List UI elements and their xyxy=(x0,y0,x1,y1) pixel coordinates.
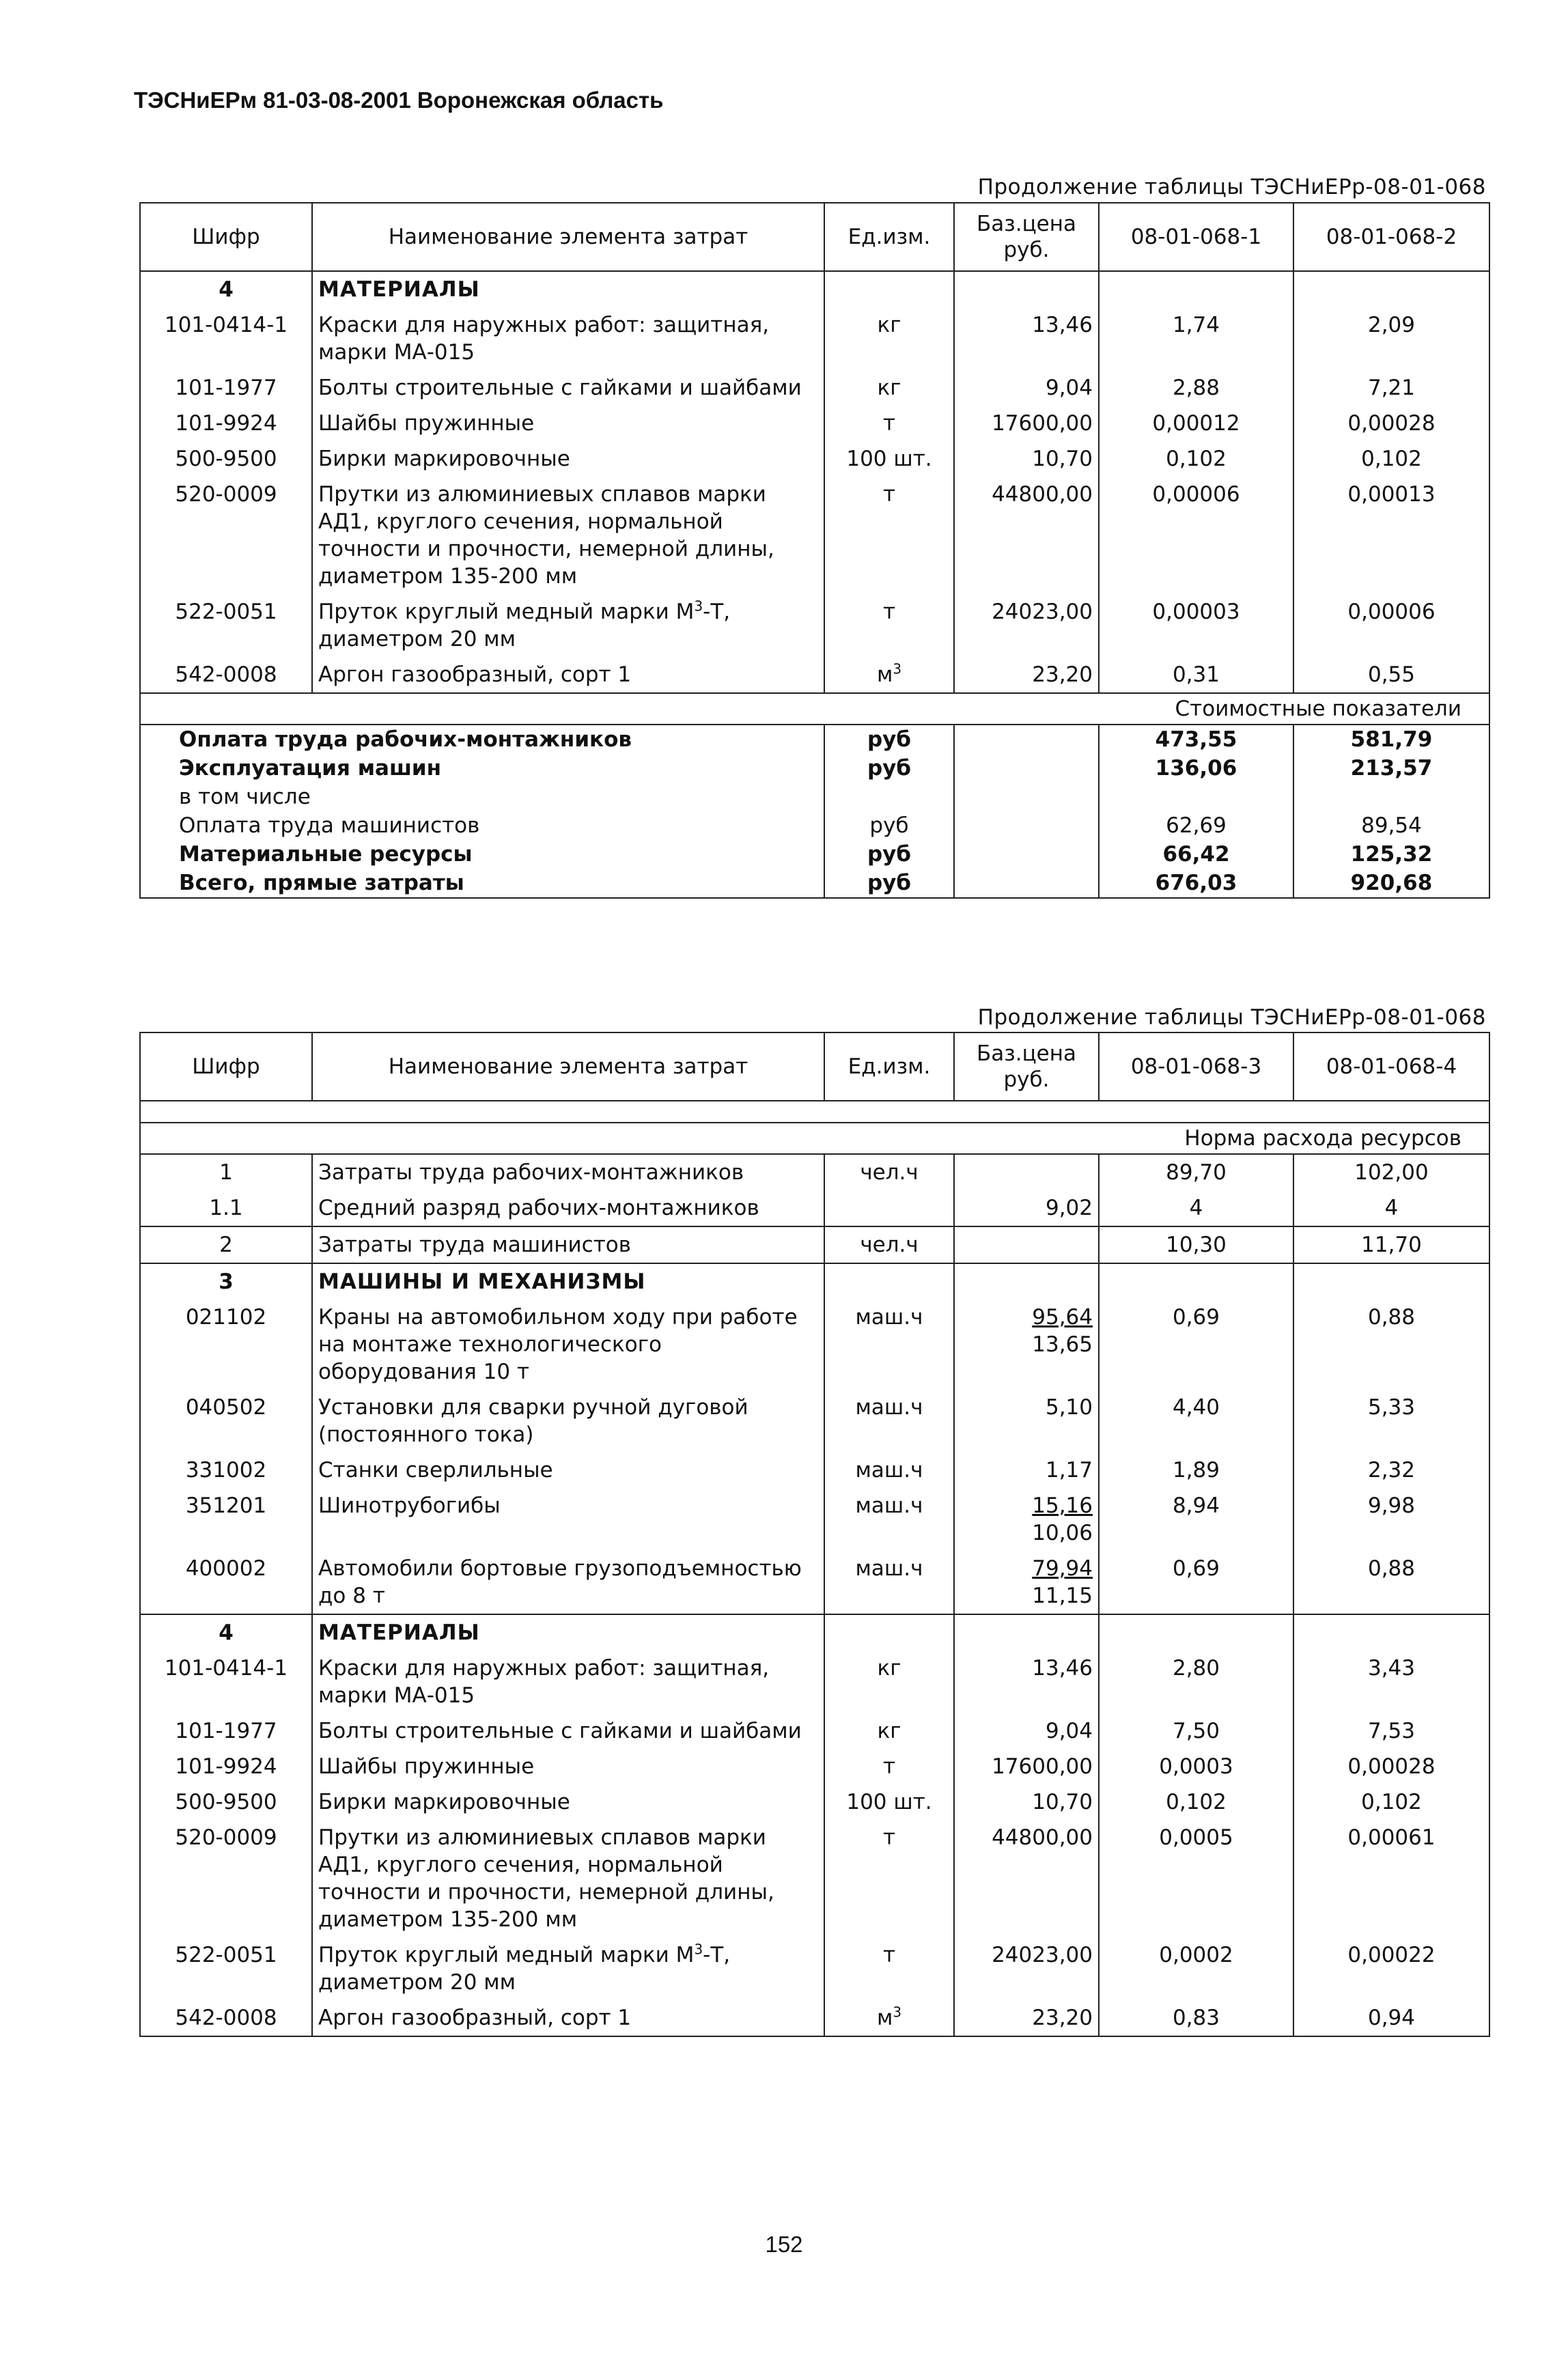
cell-price: 5,10 xyxy=(954,1390,1099,1452)
cell-code: 101-1977 xyxy=(140,370,312,406)
cell-value: 0,69 xyxy=(1099,1300,1293,1390)
cell-unit: 100 шт. xyxy=(824,441,954,477)
summary-label: Всего, прямые затраты xyxy=(140,869,824,898)
cell-unit: чел.ч xyxy=(824,1226,954,1263)
cell-value: 0,00061 xyxy=(1293,1820,1489,1937)
col-header-v2: 08-01-068-2 xyxy=(1293,203,1489,271)
cell-price: 23,20 xyxy=(954,2000,1099,2036)
cell-value: 0,00012 xyxy=(1099,406,1293,441)
summary-row xyxy=(140,840,1489,869)
cell-value: 0,102 xyxy=(1293,441,1489,477)
page-number: 152 xyxy=(765,2232,803,2257)
cell-price: 9,04 xyxy=(954,1713,1099,1749)
table-row xyxy=(140,1300,1489,1390)
cell-unit xyxy=(824,2000,954,2036)
cell-value: 4 xyxy=(1099,1190,1293,1226)
cell-value: 0,83 xyxy=(1099,2000,1293,2036)
summary-row xyxy=(140,754,1489,783)
cell-value: 0,69 xyxy=(1099,1551,1293,1614)
cell-value: 7,21 xyxy=(1293,370,1489,406)
summary-unit: руб xyxy=(824,840,954,869)
cell-unit: т xyxy=(824,1749,954,1784)
spacer-row xyxy=(140,1101,1489,1123)
cell-value: 0,102 xyxy=(1293,1784,1489,1820)
cell-code: 101-9924 xyxy=(140,406,312,441)
cell-price: 17600,00 xyxy=(954,1749,1099,1784)
cell-value: 0,0005 xyxy=(1099,1820,1293,1937)
table2-header-row xyxy=(140,1032,1489,1101)
col-header-price: Баз.цена руб. xyxy=(954,1032,1099,1101)
summary-unit: руб xyxy=(824,754,954,783)
band-row xyxy=(140,1123,1489,1154)
cell-unit: маш.ч xyxy=(824,1452,954,1488)
cell-value: 1,89 xyxy=(1099,1452,1293,1488)
cell-name: Затраты труда рабочих-монтажников xyxy=(312,1154,824,1190)
table-row xyxy=(140,2000,1489,2036)
col-header-name: Наименование элемента затрат xyxy=(312,203,824,271)
cell-value: 0,00013 xyxy=(1293,477,1489,594)
col-header-v1: 08-01-068-1 xyxy=(1099,203,1293,271)
cell-value: 0,00006 xyxy=(1099,477,1293,594)
cell-price: 44800,00 xyxy=(954,477,1099,594)
cell-value: 7,53 xyxy=(1293,1713,1489,1749)
cell-price: 17600,00 xyxy=(954,406,1099,441)
cell-name: Шайбы пружинные xyxy=(312,406,824,441)
name-part: -Т, диаметром 20 мм xyxy=(318,1943,731,1995)
cell-value: 10,30 xyxy=(1099,1226,1293,1263)
summary-label: Оплата труда машинистов xyxy=(140,811,824,840)
cell-value: 3,43 xyxy=(1293,1650,1489,1713)
summary-value: 125,32 xyxy=(1293,840,1489,869)
table-row xyxy=(140,370,1489,406)
cell-code: 101-9924 xyxy=(140,1749,312,1784)
table-row xyxy=(140,1226,1489,1263)
cell-name xyxy=(312,594,824,657)
table1-continuation-caption: Продолжение таблицы ТЭСНиЕРр-08-01-068 xyxy=(977,175,1486,199)
table2-continuation-caption: Продолжение таблицы ТЭСНиЕРр-08-01-068 xyxy=(977,1005,1486,1030)
summary-row xyxy=(140,783,1489,811)
table-row xyxy=(140,1190,1489,1226)
cell-price: 10,70 xyxy=(954,441,1099,477)
cell-name: Прутки из алюминиевых сплавов марки АД1, круглого сечения, нормальной точности и прочности, немерной длины, диаметром 135-200 мм xyxy=(312,477,824,594)
cell-unit: маш.ч xyxy=(824,1390,954,1452)
cell-value: 0,0003 xyxy=(1099,1749,1293,1784)
table-row xyxy=(140,1154,1489,1190)
table2 xyxy=(139,1032,1490,2037)
cell-code: 520-0009 xyxy=(140,1820,312,1937)
summary-unit: руб xyxy=(824,869,954,898)
summary-value: 676,03 xyxy=(1099,869,1293,898)
cell-name xyxy=(312,1937,824,2000)
cell-value: 7,50 xyxy=(1099,1713,1293,1749)
summary-label: Эксплуатация машин xyxy=(140,754,824,783)
col-header-name: Наименование элемента затрат xyxy=(312,1032,824,1101)
col-header-price: Баз.цена руб. xyxy=(954,203,1099,271)
table-row xyxy=(140,657,1489,693)
cell-price: 13,46 xyxy=(954,307,1099,370)
summary-value: 581,79 xyxy=(1293,725,1489,754)
summary-unit: руб xyxy=(824,725,954,754)
cell-name: Бирки маркировочные xyxy=(312,1784,824,1820)
cell-value: 9,98 xyxy=(1293,1488,1489,1551)
cell-value: 8,94 xyxy=(1099,1488,1293,1551)
name-part: -Т, диаметром 20 мм xyxy=(318,600,731,651)
price-secondary: 10,06 xyxy=(1032,1521,1093,1545)
cell-code: 400002 xyxy=(140,1551,312,1614)
cell-unit: т xyxy=(824,406,954,441)
cell-price: 23,20 xyxy=(954,657,1099,693)
cell-name: Шайбы пружинные xyxy=(312,1749,824,1784)
cell-code: 522-0051 xyxy=(140,594,312,657)
cell-unit: чел.ч xyxy=(824,1154,954,1190)
cell-code: 101-0414-1 xyxy=(140,307,312,370)
col-header-v2: 08-01-068-4 xyxy=(1293,1032,1489,1101)
price-secondary: 13,65 xyxy=(1032,1332,1093,1357)
cell-code: 522-0051 xyxy=(140,1937,312,2000)
table-row xyxy=(140,1937,1489,2000)
cell-name: Установки для сварки ручной дуговой (постоянного тока) xyxy=(312,1390,824,1452)
price-main: 95,64 xyxy=(1032,1305,1093,1330)
cell-unit: т xyxy=(824,1937,954,2000)
cell-code: 1 xyxy=(140,1154,312,1190)
cell-value: 0,31 xyxy=(1099,657,1293,693)
table-row xyxy=(140,1390,1489,1452)
cell-unit: 100 шт. xyxy=(824,1784,954,1820)
col-header-code: Шифр xyxy=(140,1032,312,1101)
summary-value: 473,55 xyxy=(1099,725,1293,754)
superscript: 3 xyxy=(893,2004,902,2021)
cell-code: 101-1977 xyxy=(140,1713,312,1749)
section-name: МАТЕРИАЛЫ xyxy=(312,271,824,307)
cell-code: 331002 xyxy=(140,1452,312,1488)
cell-code: 351201 xyxy=(140,1488,312,1551)
cell-value: 11,70 xyxy=(1293,1226,1489,1263)
cell-code: 2 xyxy=(140,1226,312,1263)
table1-header-row xyxy=(140,203,1489,271)
cell-name: Прутки из алюминиевых сплавов марки АД1, круглого сечения, нормальной точности и прочности, немерной длины, диаметром 135-200 мм xyxy=(312,1820,824,1937)
table-section-row xyxy=(140,271,1489,307)
cell-value: 2,32 xyxy=(1293,1452,1489,1488)
superscript: 3 xyxy=(694,1941,703,1958)
summary-row xyxy=(140,811,1489,840)
cell-value: 102,00 xyxy=(1293,1154,1489,1190)
cell-price: 1,17 xyxy=(954,1452,1099,1488)
cell-code: 021102 xyxy=(140,1300,312,1390)
cell-name: Краски для наружных работ: защитная, марки МА-015 xyxy=(312,307,824,370)
cell-value: 89,70 xyxy=(1099,1154,1293,1190)
table-row xyxy=(140,1488,1489,1551)
section-code: 4 xyxy=(140,1614,312,1650)
table-row xyxy=(140,1749,1489,1784)
cell-name: Станки сверлильные xyxy=(312,1452,824,1488)
cell-unit: т xyxy=(824,477,954,594)
cell-price xyxy=(954,1154,1099,1190)
cell-value: 2,09 xyxy=(1293,307,1489,370)
unit-base: м xyxy=(876,662,893,687)
table-row xyxy=(140,477,1489,594)
cell-unit: т xyxy=(824,594,954,657)
cell-price xyxy=(954,1551,1099,1614)
table-row xyxy=(140,594,1489,657)
cell-code: 101-0414-1 xyxy=(140,1650,312,1713)
col-header-code: Шифр xyxy=(140,203,312,271)
cell-value: 1,74 xyxy=(1099,307,1293,370)
summary-label: в том числе xyxy=(140,783,824,811)
cell-name: Краски для наружных работ: защитная, марки МА-015 xyxy=(312,1650,824,1713)
cell-unit xyxy=(824,1190,954,1226)
cell-code: 040502 xyxy=(140,1390,312,1452)
summary-label: Оплата труда рабочих-монтажников xyxy=(140,725,824,754)
cell-value: 2,80 xyxy=(1099,1650,1293,1713)
cell-unit xyxy=(824,657,954,693)
price-main: 15,16 xyxy=(1032,1493,1093,1518)
superscript: 3 xyxy=(694,598,703,615)
cell-price xyxy=(954,1300,1099,1390)
cell-price: 13,46 xyxy=(954,1650,1099,1713)
cell-value: 0,0002 xyxy=(1099,1937,1293,2000)
unit-base: м xyxy=(876,2006,893,2030)
table-section-row xyxy=(140,1263,1489,1300)
name-part: Пруток круглый медный марки М xyxy=(318,1943,695,1967)
summary-value: 920,68 xyxy=(1293,869,1489,898)
cell-unit: маш.ч xyxy=(824,1300,954,1390)
cell-unit: т xyxy=(824,1820,954,1937)
cell-name: Аргон газообразный, сорт 1 xyxy=(312,657,824,693)
price-main: 79,94 xyxy=(1032,1556,1093,1581)
table-row xyxy=(140,1650,1489,1713)
price-secondary: 11,15 xyxy=(1032,1584,1093,1608)
cell-price: 10,70 xyxy=(954,1784,1099,1820)
band-label: Стоимостные показатели xyxy=(140,693,1489,725)
cell-price: 9,04 xyxy=(954,370,1099,406)
cell-name: Средний разряд рабочих-монтажников xyxy=(312,1190,824,1226)
superscript: 3 xyxy=(893,660,902,677)
cell-name: Шинотрубогибы xyxy=(312,1488,824,1551)
table-row xyxy=(140,1784,1489,1820)
name-part: Пруток круглый медный марки М xyxy=(318,600,695,624)
col-header-v1: 08-01-068-3 xyxy=(1099,1032,1293,1101)
cell-value: 0,88 xyxy=(1293,1551,1489,1614)
cell-value: 2,88 xyxy=(1099,370,1293,406)
cell-unit: кг xyxy=(824,307,954,370)
cell-value: 0,94 xyxy=(1293,2000,1489,2036)
cell-value: 0,55 xyxy=(1293,657,1489,693)
cell-code: 500-9500 xyxy=(140,1784,312,1820)
cell-name: Болты строительные с гайками и шайбами xyxy=(312,370,824,406)
summary-value: 62,69 xyxy=(1099,811,1293,840)
summary-unit: руб xyxy=(824,811,954,840)
cell-unit: кг xyxy=(824,370,954,406)
cell-value: 0,102 xyxy=(1099,441,1293,477)
cell-value: 0,00003 xyxy=(1099,594,1293,657)
cell-code: 542-0008 xyxy=(140,657,312,693)
table-row xyxy=(140,1713,1489,1749)
band-row xyxy=(140,693,1489,725)
cell-value: 4 xyxy=(1293,1190,1489,1226)
cell-name: Автомобили бортовые грузоподъемностью до 8 т xyxy=(312,1551,824,1614)
summary-value: 66,42 xyxy=(1099,840,1293,869)
table-row xyxy=(140,1551,1489,1614)
cell-name: Бирки маркировочные xyxy=(312,441,824,477)
cell-price: 24023,00 xyxy=(954,1937,1099,2000)
col-header-unit: Ед.изм. xyxy=(824,1032,954,1101)
cell-code: 1.1 xyxy=(140,1190,312,1226)
cell-name: Аргон газообразный, сорт 1 xyxy=(312,2000,824,2036)
summary-label: Материальные ресурсы xyxy=(140,840,824,869)
section-code: 3 xyxy=(140,1263,312,1300)
cell-value: 5,33 xyxy=(1293,1390,1489,1452)
cell-value: 4,40 xyxy=(1099,1390,1293,1452)
cell-value: 0,00022 xyxy=(1293,1937,1489,2000)
table-row xyxy=(140,307,1489,370)
cell-unit: кг xyxy=(824,1713,954,1749)
table1 xyxy=(139,202,1490,899)
table-row xyxy=(140,441,1489,477)
cell-unit: кг xyxy=(824,1650,954,1713)
section-name: МАШИНЫ И МЕХАНИЗМЫ xyxy=(312,1263,824,1300)
document-header: ТЭСНиЕРм 81-03-08-2001 Воронежская область xyxy=(134,87,664,113)
table-row xyxy=(140,406,1489,441)
cell-price: 44800,00 xyxy=(954,1820,1099,1937)
cell-price: 24023,00 xyxy=(954,594,1099,657)
cell-code: 542-0008 xyxy=(140,2000,312,2036)
table-row xyxy=(140,1820,1489,1937)
cell-price xyxy=(954,1226,1099,1263)
summary-row xyxy=(140,869,1489,898)
cell-code: 520-0009 xyxy=(140,477,312,594)
cell-name: Затраты труда машинистов xyxy=(312,1226,824,1263)
summary-value: 136,06 xyxy=(1099,754,1293,783)
cell-value: 0,102 xyxy=(1099,1784,1293,1820)
section-code: 4 xyxy=(140,271,312,307)
cell-name: Болты строительные с гайками и шайбами xyxy=(312,1713,824,1749)
cell-code: 500-9500 xyxy=(140,441,312,477)
cell-value: 0,00028 xyxy=(1293,406,1489,441)
cell-value: 0,88 xyxy=(1293,1300,1489,1390)
summary-value: 89,54 xyxy=(1293,811,1489,840)
table-section-row xyxy=(140,1614,1489,1650)
col-header-unit: Ед.изм. xyxy=(824,203,954,271)
cell-value: 0,00028 xyxy=(1293,1749,1489,1784)
cell-name: Краны на автомобильном ходу при работе на монтаже технологического оборудования 10 т xyxy=(312,1300,824,1390)
summary-row xyxy=(140,725,1489,754)
cell-unit: маш.ч xyxy=(824,1551,954,1614)
section-name: МАТЕРИАЛЫ xyxy=(312,1614,824,1650)
cell-price: 9,02 xyxy=(954,1190,1099,1226)
cell-price xyxy=(954,1488,1099,1551)
band-label: Норма расхода ресурсов xyxy=(140,1123,1489,1154)
summary-value: 213,57 xyxy=(1293,754,1489,783)
cell-value: 0,00006 xyxy=(1293,594,1489,657)
cell-unit: маш.ч xyxy=(824,1488,954,1551)
table-row xyxy=(140,1452,1489,1488)
